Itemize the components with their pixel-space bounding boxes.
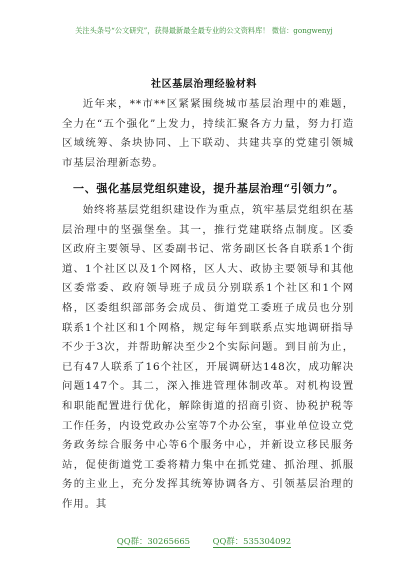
section-paragraph: 始终将基层党组织建设作为重点，筑牢基层党组织在基层治理中的坚强堡垒。其一，推行党建联络点制度。区委区政府主要领导、区委副书记、常务副区长各自联系1个街道、1个社区以及1个网格，区人大、政协主要领导和其他区委常委、政府领导班子成员分别联系1个社区和1个网格，区委组织部部务会成员、街道党工委班子成员也分别联系1个社区和1个网格，规定每年到联系点实地调研指导不少于3次，并帮助解决至少2个实际问题。到目前为止，已有47人联系了16个社区，开展调研达148次，成功解决问题147个。其二，深入推进管理体制改革。对机构设置和职能配置进行优化，解除街道的招商引资、协税护税等工作任务，内设党政办公室等7个办公室，事业单位设立党务政务综合服务中心等6个服务中心，并新设立移民服务站，促使街道党工委将精力集中在抓党建、抓治理、抓服务的主业上，充分发挥其统筹协调各方、引领基层治理的作用。其 (62, 203, 354, 510)
document-body (62, 95, 354, 514)
footer-qq-group-2: QQ群：535304092 (212, 536, 292, 546)
document-title: 社区基层治理经验材料 (151, 79, 257, 90)
header-promo-note: 关注头条号“公文研究”，获得最新最全最专业的公文资料库！ 微信：gongwenyj (75, 26, 333, 35)
footer-qq-group-1: QQ群：30265665 (116, 536, 190, 546)
intro-paragraph: 近年来，**市**区紧紧围绕城市基层治理中的难题，全力在“五个强化”上发力，持续汇聚各方力量，努力打造区域统筹、条块协同、上下联动、共建共享的党建引领城市基层治理新态势。 (62, 98, 354, 169)
section-heading: 一、强化基层党组织建设，提升基层治理“引领力”。 (73, 182, 345, 196)
footer-qq-groups (0, 536, 408, 548)
